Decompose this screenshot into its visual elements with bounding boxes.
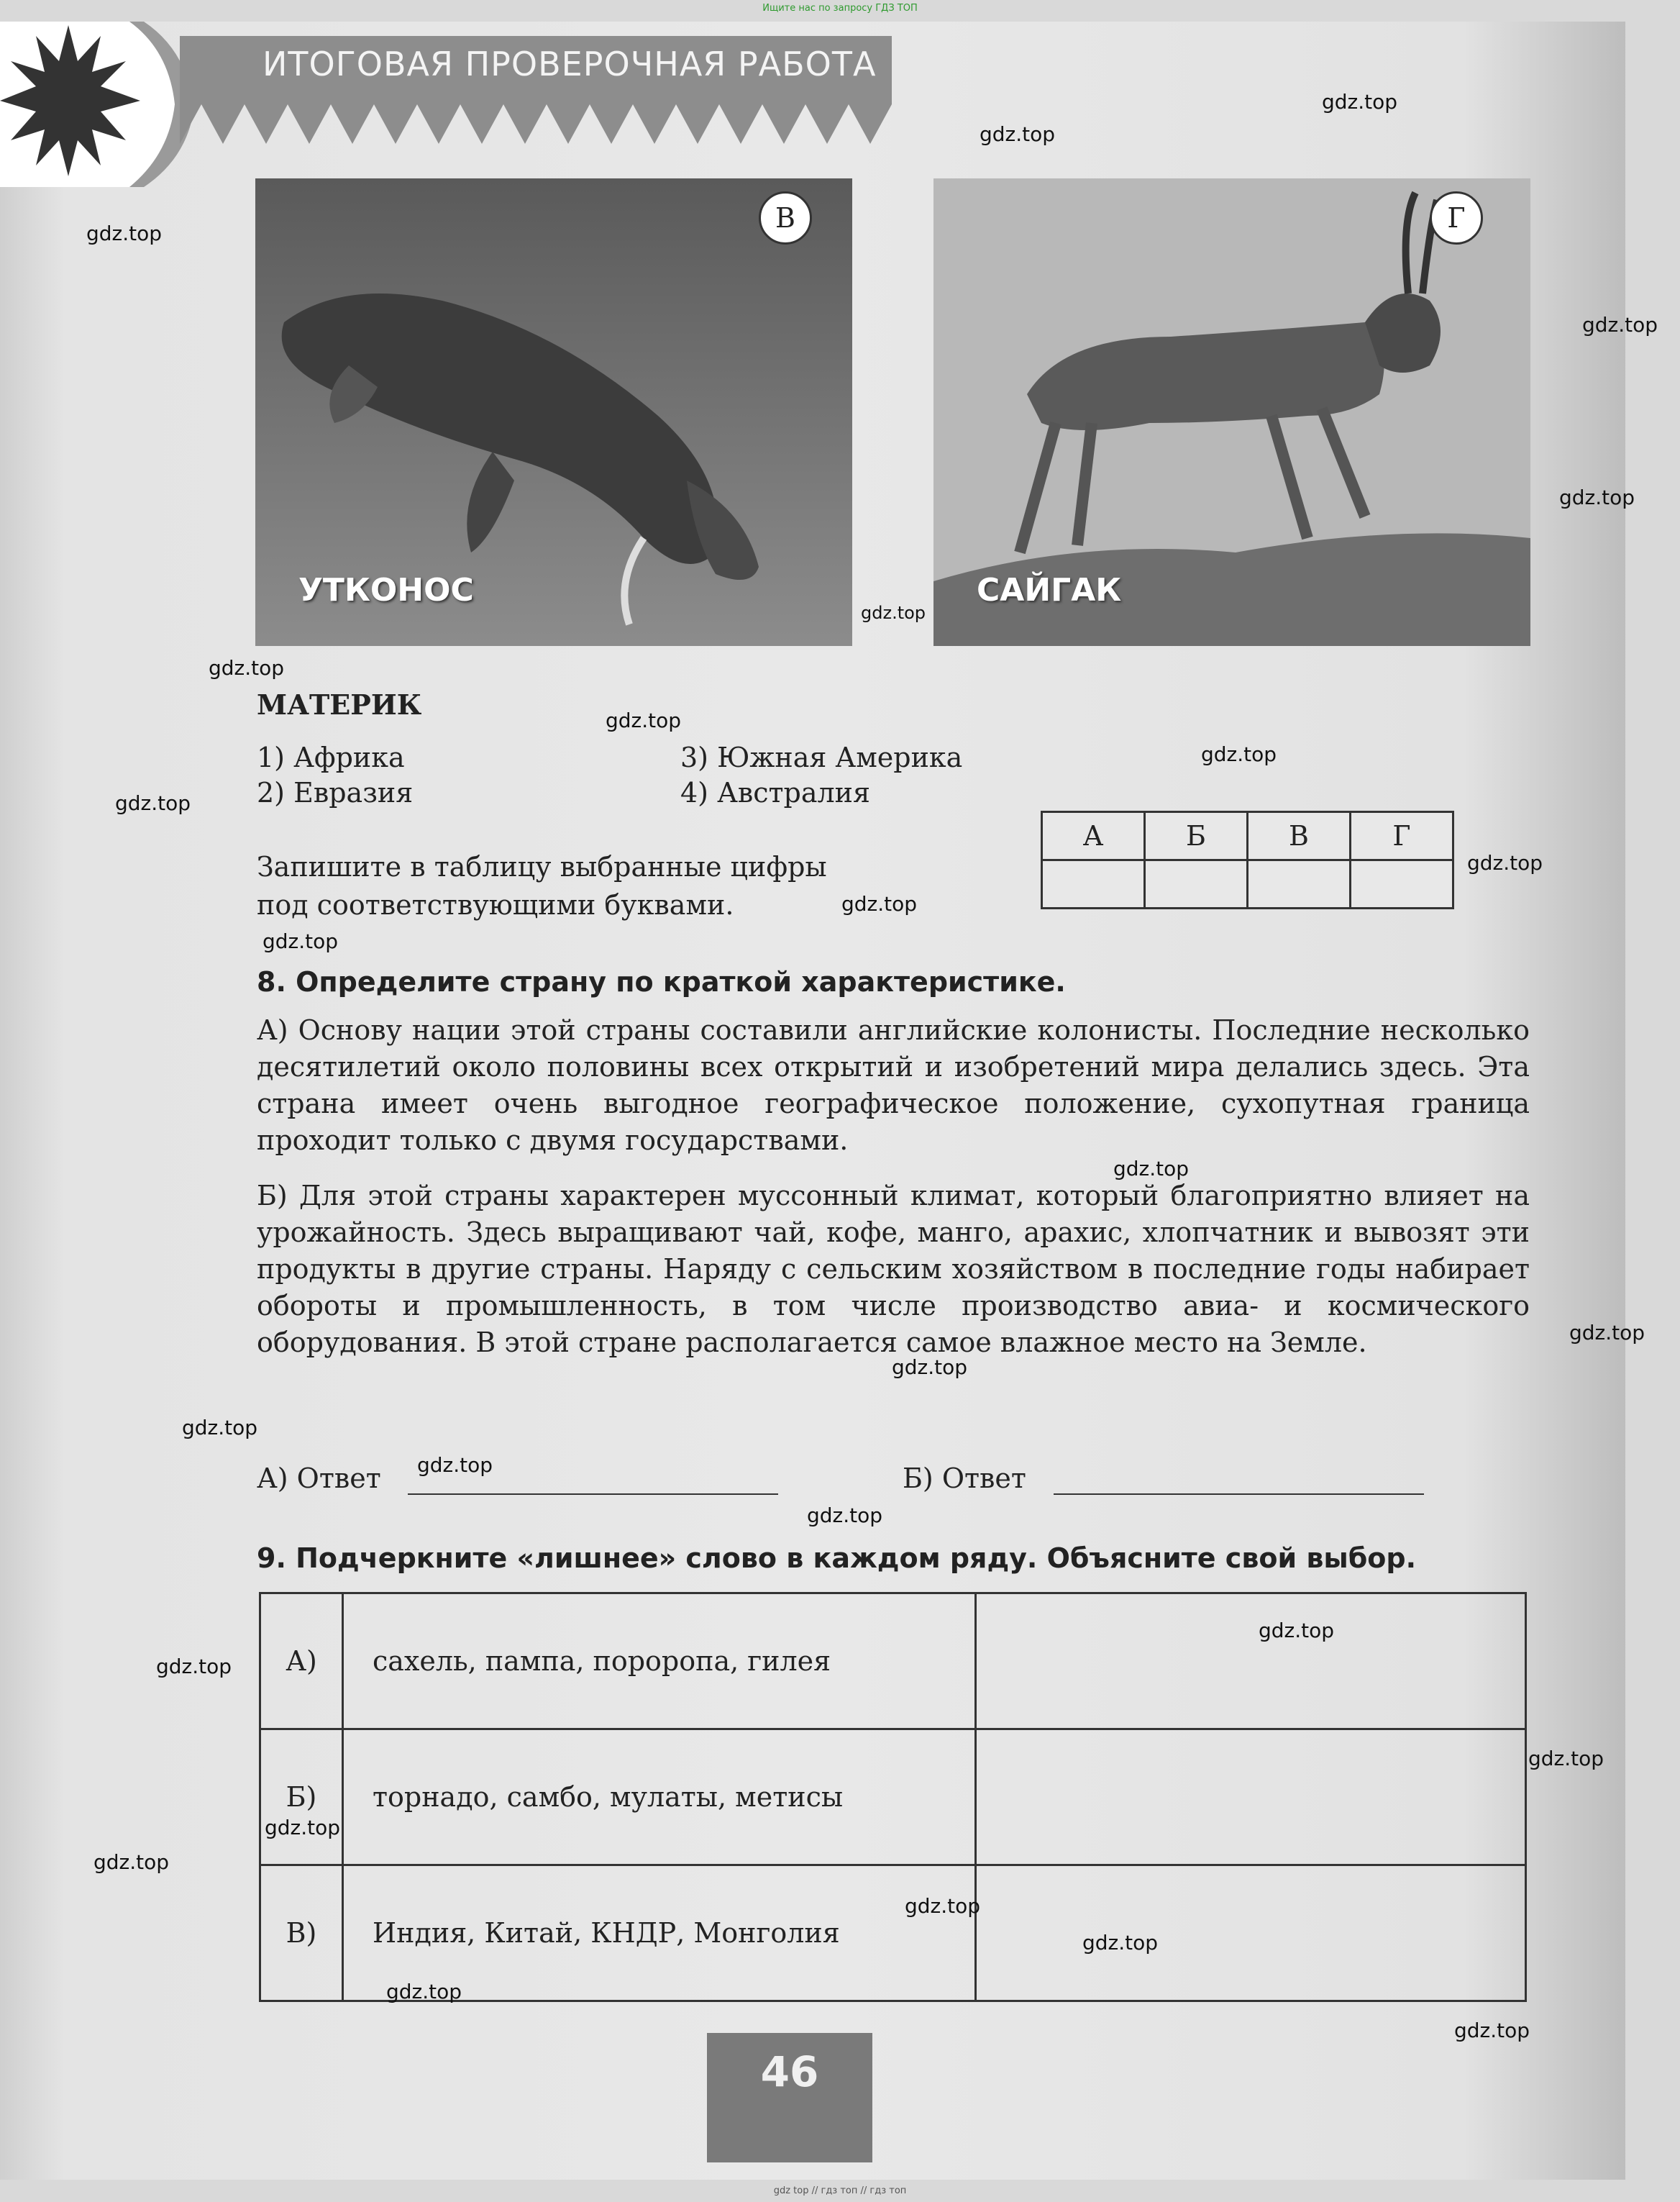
watermark: gdz.top xyxy=(980,122,1056,146)
watermark: gdz.top xyxy=(905,1894,981,1918)
task9-row-key: Б) xyxy=(260,1729,343,1865)
watermark: gdz.top xyxy=(1528,1747,1604,1770)
watermark: gdz.top xyxy=(1582,313,1658,337)
answer-cell-g[interactable] xyxy=(1351,860,1453,909)
answer-table-header-g: Г xyxy=(1351,812,1453,860)
task9-row-words[interactable]: торнадо, самбо, мулаты, метисы xyxy=(343,1729,976,1865)
answer-table-header-v: В xyxy=(1248,812,1351,860)
continent-option-3: 3) Южная Америка xyxy=(680,742,963,773)
task9-row-explanation[interactable] xyxy=(976,1865,1526,2001)
task9-row-explanation[interactable] xyxy=(976,1729,1526,1865)
task8-answer-b-label: Б) Ответ xyxy=(903,1462,1026,1494)
watermark: gdz.top xyxy=(156,1655,232,1678)
watermark: gdz.top xyxy=(807,1503,883,1527)
watermark: gdz.top xyxy=(386,1980,462,2003)
continent-option-4: 4) Австралия xyxy=(680,777,870,809)
instruction-line-2: под соответствующими буквами. xyxy=(257,889,734,921)
task8-answer-b-line[interactable] xyxy=(1054,1493,1424,1495)
watermark: gdz.top xyxy=(115,791,191,815)
instruction-line-1: Запишите в таблицу выбранные цифры xyxy=(257,851,827,883)
photo-letter-g: Г xyxy=(1430,191,1483,245)
watermark: gdz.top xyxy=(93,1850,170,1874)
watermark: gdz.top xyxy=(182,1416,258,1439)
watermark: gdz.top xyxy=(1454,2019,1530,2042)
task8-answer-a-line[interactable] xyxy=(408,1493,778,1495)
watermark: gdz.top xyxy=(86,222,163,245)
task9-row-words[interactable]: сахель, пампа, пороропа, гилея xyxy=(343,1593,976,1729)
watermark: gdz.top xyxy=(265,1816,341,1839)
answer-cell-b[interactable] xyxy=(1145,860,1248,909)
watermark: gdz.top xyxy=(892,1355,968,1379)
watermark: gdz.top xyxy=(417,1453,493,1477)
task9-title: 9. Подчеркните «лишнее» слово в каждом ряду. Объясните свой выбор. xyxy=(257,1542,1417,1574)
photo-caption-platypus: УТКОНОС xyxy=(298,572,474,609)
saiga-photo xyxy=(933,178,1530,646)
answer-cell-v[interactable] xyxy=(1248,860,1351,909)
task9-row-explanation[interactable] xyxy=(976,1593,1526,1729)
continent-heading: МАТЕРИК xyxy=(257,688,422,721)
answer-table-header-b: Б xyxy=(1145,812,1248,860)
task9-table xyxy=(259,1592,1527,2002)
watermark: gdz.top xyxy=(1113,1157,1190,1180)
task9-row-words[interactable]: Индия, Китай, КНДР, Монголия xyxy=(343,1865,976,2001)
platypus-photo xyxy=(255,178,852,646)
top-note: Ищите нас по запросу ГДЗ ТОП xyxy=(762,3,918,14)
header-title: ИТОГОВАЯ ПРОВЕРОЧНАЯ РАБОТА xyxy=(262,45,877,83)
watermark: gdz.top xyxy=(1322,90,1398,114)
continent-option-2: 2) Евразия xyxy=(257,777,414,809)
banner-zigzag xyxy=(180,104,892,147)
task8-title: 8. Определите страну по краткой характеристике. xyxy=(257,966,1066,998)
watermark: gdz.top xyxy=(841,892,918,916)
answer-table-header-a: А xyxy=(1042,812,1145,860)
table-row xyxy=(260,1593,1526,1729)
continent-option-1: 1) Африка xyxy=(257,742,405,773)
watermark: gdz.top xyxy=(209,656,285,680)
answer-table xyxy=(1041,811,1454,909)
watermark: gdz.top xyxy=(1569,1321,1645,1345)
table-row xyxy=(260,1729,1526,1865)
task9-row-key: А) xyxy=(260,1593,343,1729)
task8-paragraph-a: А) Основу нации этой страны составили английские колонисты. Последние несколько десятилетий около половины всех открытий и изобретений мира делались здесь. Эта страна имеет очень выгодное географическое положение, сухопутная граница проходит только с двумя государствами. xyxy=(257,1014,1530,1156)
watermark: gdz.top xyxy=(1559,486,1635,509)
watermark: gdz.top xyxy=(262,929,339,953)
watermark: gdz.top xyxy=(606,709,682,732)
watermark: gdz.top xyxy=(1201,742,1277,766)
watermark: gdz.top xyxy=(1259,1619,1335,1642)
page-number: 46 xyxy=(760,2047,819,2096)
watermark: gdz.top xyxy=(861,603,926,623)
bottom-note: gdz top // гдз топ // гдз топ xyxy=(773,2185,907,2196)
photo-caption-saiga: САЙГАК xyxy=(977,572,1122,609)
task8-answer-a-label: А) Ответ xyxy=(257,1462,381,1494)
watermark: gdz.top xyxy=(1467,851,1543,875)
task9-row-key: В) xyxy=(260,1865,343,2001)
photo-letter-v: В xyxy=(759,191,812,245)
star-icon xyxy=(0,22,201,187)
task8-paragraph-b: Б) Для этой страны характерен муссонный климат, который благоприятно влияет на урожайность. Здесь выращивают чай, кофе, манго, арахис, хлопчатник и вывозят эти продукты в другие страны. Наряду с сельским хозяйством в последние годы набирает обороты и промышленность, в том числе производство авиа- и космического оборудования. В этой стране располагается самое влажное место на Земле. xyxy=(257,1180,1530,1358)
answer-cell-a[interactable] xyxy=(1042,860,1145,909)
watermark: gdz.top xyxy=(1082,1931,1159,1955)
